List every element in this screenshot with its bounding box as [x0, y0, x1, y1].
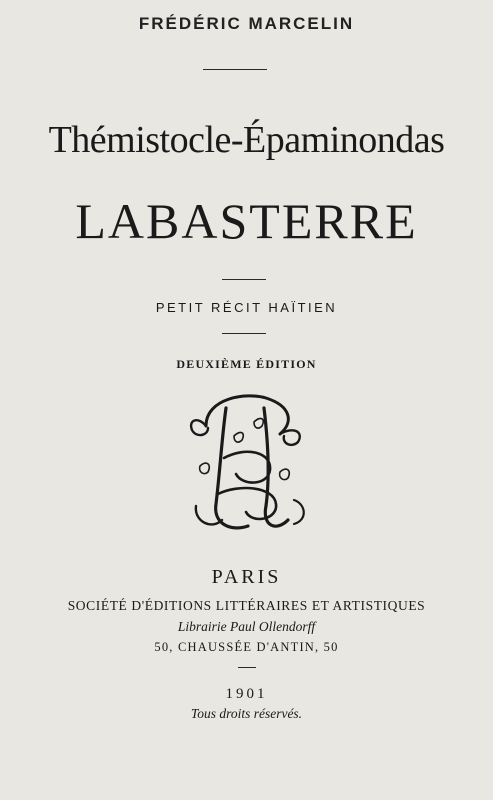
divider-rule-upper: [222, 279, 266, 280]
divider-rule-top: [203, 69, 267, 70]
publisher-name: SOCIÉTÉ D'ÉDITIONS LITTÉRAIRES ET ARTISTIQUES: [67, 598, 426, 613]
publisher-monogram-icon: [176, 386, 316, 536]
author-name: FRÉDÉRIC MARCELIN: [138, 14, 355, 33]
divider-rule-bottom: [238, 667, 256, 668]
title-line-1: Thémistocle-Épaminondas: [48, 119, 445, 161]
publisher-address: 50, CHAUSSÉE D'ANTIN, 50: [154, 640, 339, 654]
librairie-name: Librairie Paul Ollendorff: [177, 619, 316, 634]
publication-year: 1901: [225, 686, 268, 702]
edition-label: DEUXIÈME ÉDITION: [176, 357, 317, 371]
title-line-2: LABASTERRE: [75, 193, 418, 249]
divider-rule-lower: [222, 333, 266, 334]
subtitle: PETIT RÉCIT HAÏTIEN: [155, 300, 338, 315]
rights-notice: Tous droits réservés.: [190, 706, 303, 721]
publication-city: PARIS: [211, 566, 282, 588]
